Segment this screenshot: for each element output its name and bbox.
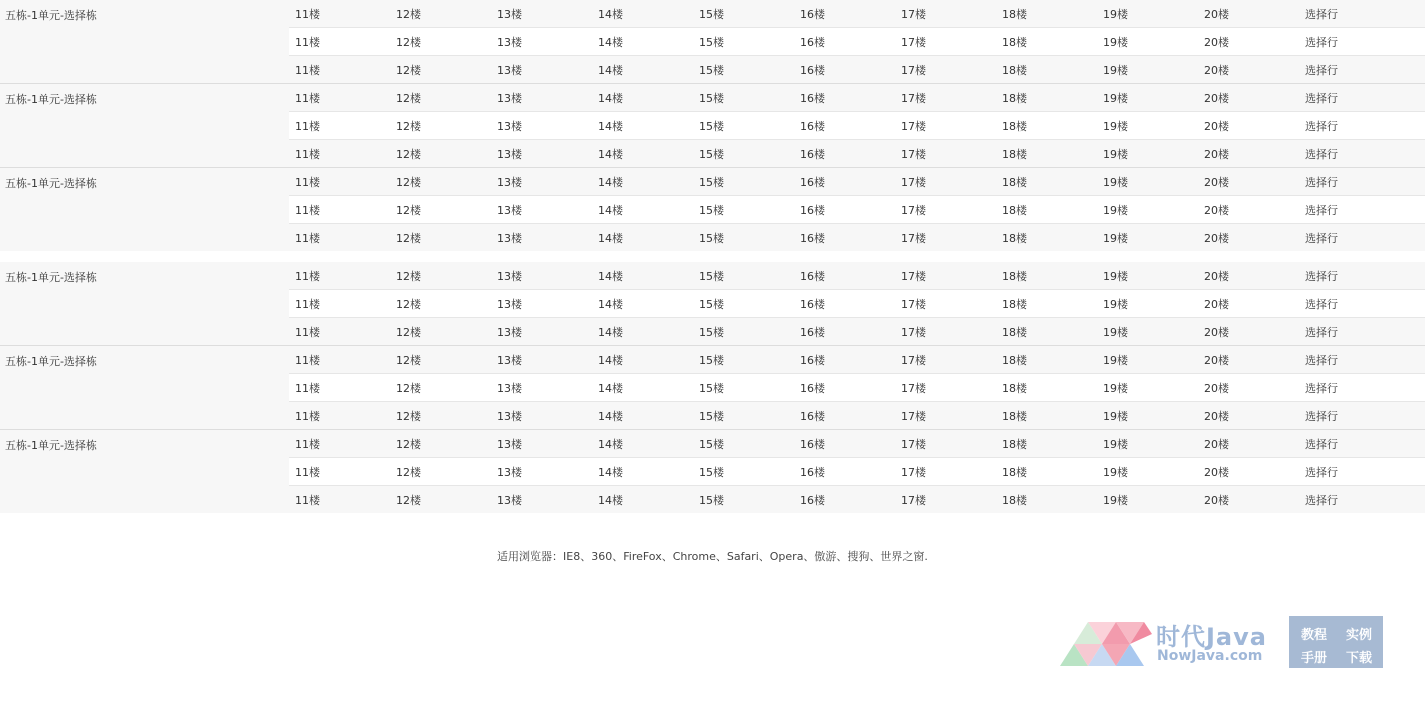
floor-cell[interactable]: 20楼 xyxy=(1198,458,1299,486)
floor-cell[interactable]: 12楼 xyxy=(390,318,491,346)
floor-cell[interactable]: 15楼 xyxy=(693,196,794,224)
floor-cell[interactable]: 18楼 xyxy=(996,0,1097,28)
floor-cell[interactable]: 12楼 xyxy=(390,486,491,514)
floor-cell[interactable]: 20楼 xyxy=(1198,84,1299,112)
floor-cell[interactable]: 18楼 xyxy=(996,262,1097,290)
floor-cell[interactable]: 11楼 xyxy=(289,346,390,374)
watermark-tag-box xyxy=(1289,616,1383,668)
floor-cell[interactable]: 15楼 xyxy=(693,224,794,252)
select-row-cell[interactable]: 选择行 xyxy=(1299,318,1425,346)
floor-cell[interactable]: 20楼 xyxy=(1198,430,1299,458)
floor-cell[interactable]: 11楼 xyxy=(289,374,390,402)
floor-cell[interactable]: 17楼 xyxy=(895,28,996,56)
floor-cell[interactable]: 11楼 xyxy=(289,56,390,84)
floor-cell[interactable]: 18楼 xyxy=(996,84,1097,112)
floor-cell[interactable]: 11楼 xyxy=(289,140,390,168)
floor-cell[interactable]: 14楼 xyxy=(592,262,693,290)
floor-cell[interactable]: 20楼 xyxy=(1198,318,1299,346)
floor-cell[interactable]: 19楼 xyxy=(1097,458,1198,486)
select-row-cell[interactable]: 选择行 xyxy=(1299,168,1425,196)
floor-cell[interactable]: 16楼 xyxy=(794,56,895,84)
floor-cell[interactable]: 20楼 xyxy=(1198,374,1299,402)
floor-cell[interactable]: 12楼 xyxy=(390,168,491,196)
select-row-cell[interactable]: 选择行 xyxy=(1299,374,1425,402)
floor-cell[interactable]: 13楼 xyxy=(491,402,592,430)
floor-cell[interactable]: 13楼 xyxy=(491,486,592,514)
floor-cell[interactable]: 16楼 xyxy=(794,140,895,168)
floor-cell[interactable]: 11楼 xyxy=(289,168,390,196)
floor-cell[interactable]: 17楼 xyxy=(895,402,996,430)
floor-cell[interactable]: 16楼 xyxy=(794,346,895,374)
floor-cell[interactable]: 18楼 xyxy=(996,486,1097,514)
floor-cell[interactable]: 13楼 xyxy=(491,56,592,84)
floor-cell[interactable]: 15楼 xyxy=(693,56,794,84)
select-row-cell[interactable]: 选择行 xyxy=(1299,346,1425,374)
floor-cell[interactable]: 14楼 xyxy=(592,318,693,346)
floor-cell[interactable]: 12楼 xyxy=(390,84,491,112)
floor-cell[interactable]: 12楼 xyxy=(390,374,491,402)
floor-cell[interactable]: 14楼 xyxy=(592,224,693,252)
floor-cell[interactable]: 15楼 xyxy=(693,28,794,56)
floor-cell[interactable]: 20楼 xyxy=(1198,262,1299,290)
select-row-cell[interactable]: 选择行 xyxy=(1299,486,1425,514)
floor-cell[interactable]: 15楼 xyxy=(693,112,794,140)
floor-cell[interactable]: 15楼 xyxy=(693,402,794,430)
floor-cell[interactable]: 12楼 xyxy=(390,28,491,56)
floor-cell[interactable]: 12楼 xyxy=(390,262,491,290)
floor-cell[interactable]: 11楼 xyxy=(289,0,390,28)
floor-cell[interactable]: 18楼 xyxy=(996,168,1097,196)
browser-compat-note: 适用浏览器：IE8、360、FireFox、Chrome、Safari、Opera、傲游、搜狗、世界之窗. xyxy=(497,550,928,563)
floor-cell[interactable]: 20楼 xyxy=(1198,346,1299,374)
floor-table-block-2 xyxy=(0,262,1425,513)
floor-cell[interactable]: 14楼 xyxy=(592,430,693,458)
floor-cell[interactable]: 12楼 xyxy=(390,402,491,430)
floor-cell[interactable]: 11楼 xyxy=(289,224,390,252)
select-row-cell[interactable]: 选择行 xyxy=(1299,140,1425,168)
floor-cell[interactable]: 15楼 xyxy=(693,84,794,112)
floor-cell[interactable]: 18楼 xyxy=(996,196,1097,224)
floor-cell[interactable]: 19楼 xyxy=(1097,112,1198,140)
select-row-cell[interactable]: 选择行 xyxy=(1299,402,1425,430)
select-row-cell[interactable]: 选择行 xyxy=(1299,84,1425,112)
floor-cell[interactable]: 13楼 xyxy=(491,374,592,402)
floor-cell[interactable]: 14楼 xyxy=(592,140,693,168)
floor-cell[interactable]: 16楼 xyxy=(794,84,895,112)
floor-cell[interactable]: 14楼 xyxy=(592,84,693,112)
watermark-tag: 手册 xyxy=(1301,651,1328,666)
floor-cell[interactable]: 20楼 xyxy=(1198,224,1299,252)
floor-cell[interactable]: 19楼 xyxy=(1097,402,1198,430)
floor-cell[interactable]: 11楼 xyxy=(289,290,390,318)
floor-cell[interactable]: 13楼 xyxy=(491,290,592,318)
floor-cell[interactable]: 14楼 xyxy=(592,486,693,514)
select-row-cell[interactable]: 选择行 xyxy=(1299,112,1425,140)
floor-cell[interactable]: 17楼 xyxy=(895,196,996,224)
floor-cell[interactable]: 19楼 xyxy=(1097,346,1198,374)
floor-cell[interactable]: 12楼 xyxy=(390,290,491,318)
watermark-url: NowJava.com xyxy=(1157,648,1263,664)
floor-cell[interactable]: 18楼 xyxy=(996,112,1097,140)
floor-cell[interactable]: 15楼 xyxy=(693,346,794,374)
table-row xyxy=(0,262,1425,290)
floor-cell[interactable]: 14楼 xyxy=(592,56,693,84)
table-row xyxy=(0,430,1425,458)
floor-cell[interactable]: 11楼 xyxy=(289,28,390,56)
floor-cell[interactable]: 18楼 xyxy=(996,28,1097,56)
floor-cell[interactable]: 18楼 xyxy=(996,346,1097,374)
floor-cell[interactable]: 20楼 xyxy=(1198,486,1299,514)
floor-cell[interactable]: 20楼 xyxy=(1198,140,1299,168)
floor-cell[interactable]: 12楼 xyxy=(390,112,491,140)
floor-cell[interactable]: 18楼 xyxy=(996,374,1097,402)
floor-cell[interactable]: 14楼 xyxy=(592,0,693,28)
table-row xyxy=(0,0,1425,28)
select-row-cell[interactable]: 选择行 xyxy=(1299,262,1425,290)
floor-cell[interactable]: 16楼 xyxy=(794,0,895,28)
floor-cell[interactable]: 19楼 xyxy=(1097,140,1198,168)
floor-cell[interactable]: 17楼 xyxy=(895,56,996,84)
floor-cell[interactable]: 18楼 xyxy=(996,290,1097,318)
floor-cell[interactable]: 13楼 xyxy=(491,430,592,458)
floor-cell[interactable]: 18楼 xyxy=(996,140,1097,168)
floor-cell[interactable]: 12楼 xyxy=(390,346,491,374)
floor-cell[interactable]: 19楼 xyxy=(1097,374,1198,402)
floor-cell[interactable]: 11楼 xyxy=(289,196,390,224)
watermark-tag: 实例 xyxy=(1346,628,1373,643)
floor-cell[interactable]: 14楼 xyxy=(592,346,693,374)
floor-cell[interactable]: 19楼 xyxy=(1097,56,1198,84)
floor-cell[interactable]: 14楼 xyxy=(592,374,693,402)
watermark-tag: 教程 xyxy=(1301,628,1328,643)
building-unit-label[interactable]: 五栋-1单元-选择栋 xyxy=(0,430,289,514)
floor-cell[interactable]: 14楼 xyxy=(592,458,693,486)
floor-cell[interactable]: 13楼 xyxy=(491,0,592,28)
building-unit-label[interactable]: 五栋-1单元-选择栋 xyxy=(0,84,289,168)
floor-cell[interactable]: 13楼 xyxy=(491,112,592,140)
table-row xyxy=(0,346,1425,374)
floor-table-block-1 xyxy=(0,0,1425,251)
select-row-cell[interactable]: 选择行 xyxy=(1299,28,1425,56)
floor-cell[interactable]: 15楼 xyxy=(693,262,794,290)
table-row xyxy=(0,84,1425,112)
floor-cell[interactable]: 19楼 xyxy=(1097,224,1198,252)
floor-cell[interactable]: 11楼 xyxy=(289,262,390,290)
floor-cell[interactable]: 19楼 xyxy=(1097,196,1198,224)
floor-cell[interactable]: 12楼 xyxy=(390,224,491,252)
floor-cell[interactable]: 17楼 xyxy=(895,168,996,196)
floor-cell[interactable]: 13楼 xyxy=(491,346,592,374)
floor-cell[interactable]: 18楼 xyxy=(996,402,1097,430)
floor-cell[interactable]: 13楼 xyxy=(491,318,592,346)
select-row-cell[interactable]: 选择行 xyxy=(1299,0,1425,28)
floor-cell[interactable]: 12楼 xyxy=(390,56,491,84)
floor-cell[interactable]: 18楼 xyxy=(996,458,1097,486)
floor-cell[interactable]: 11楼 xyxy=(289,318,390,346)
floor-cell[interactable]: 12楼 xyxy=(390,0,491,28)
floor-cell[interactable]: 14楼 xyxy=(592,168,693,196)
floor-cell[interactable]: 19楼 xyxy=(1097,84,1198,112)
select-row-cell[interactable]: 选择行 xyxy=(1299,430,1425,458)
select-row-cell[interactable]: 选择行 xyxy=(1299,196,1425,224)
floor-cell[interactable]: 13楼 xyxy=(491,168,592,196)
floor-cell[interactable]: 16楼 xyxy=(794,486,895,514)
building-unit-label[interactable]: 五栋-1单元-选择栋 xyxy=(0,262,289,346)
floor-cell[interactable]: 15楼 xyxy=(693,290,794,318)
floor-cell[interactable]: 15楼 xyxy=(693,168,794,196)
select-row-cell[interactable]: 选择行 xyxy=(1299,458,1425,486)
floor-cell[interactable]: 15楼 xyxy=(693,318,794,346)
floor-cell[interactable]: 16楼 xyxy=(794,112,895,140)
floor-cell[interactable]: 19楼 xyxy=(1097,486,1198,514)
floor-cell[interactable]: 11楼 xyxy=(289,112,390,140)
floor-cell[interactable]: 16楼 xyxy=(794,262,895,290)
floor-cell[interactable]: 12楼 xyxy=(390,458,491,486)
floor-cell[interactable]: 15楼 xyxy=(693,430,794,458)
nowjava-watermark xyxy=(1060,614,1385,670)
floor-cell[interactable]: 19楼 xyxy=(1097,290,1198,318)
watermark-title: 时代Java xyxy=(1156,623,1267,651)
floor-cell[interactable]: 16楼 xyxy=(794,168,895,196)
floor-cell[interactable]: 17楼 xyxy=(895,290,996,318)
floor-cell[interactable]: 15楼 xyxy=(693,458,794,486)
floor-cell[interactable]: 13楼 xyxy=(491,28,592,56)
floor-cell[interactable]: 17楼 xyxy=(895,140,996,168)
floor-cell[interactable]: 20楼 xyxy=(1198,28,1299,56)
floor-cell[interactable]: 20楼 xyxy=(1198,112,1299,140)
floor-cell[interactable]: 15楼 xyxy=(693,374,794,402)
floor-cell[interactable]: 13楼 xyxy=(491,84,592,112)
floor-cell[interactable]: 20楼 xyxy=(1198,0,1299,28)
floor-cell[interactable]: 19楼 xyxy=(1097,28,1198,56)
floor-cell[interactable]: 19楼 xyxy=(1097,262,1198,290)
floor-cell[interactable]: 16楼 xyxy=(794,402,895,430)
floor-cell[interactable]: 17楼 xyxy=(895,430,996,458)
floor-cell[interactable]: 11楼 xyxy=(289,84,390,112)
floor-cell[interactable]: 18楼 xyxy=(996,430,1097,458)
building-unit-label[interactable]: 五栋-1单元-选择栋 xyxy=(0,0,289,84)
floor-cell[interactable]: 13楼 xyxy=(491,458,592,486)
floor-cell[interactable]: 13楼 xyxy=(491,196,592,224)
floor-cell[interactable]: 19楼 xyxy=(1097,168,1198,196)
floor-cell[interactable]: 16楼 xyxy=(794,224,895,252)
floor-cell[interactable]: 17楼 xyxy=(895,262,996,290)
floor-cell[interactable]: 17楼 xyxy=(895,0,996,28)
floor-cell[interactable]: 20楼 xyxy=(1198,56,1299,84)
floor-cell[interactable]: 12楼 xyxy=(390,430,491,458)
floor-cell[interactable]: 18楼 xyxy=(996,56,1097,84)
floor-cell[interactable]: 17楼 xyxy=(895,486,996,514)
floor-cell[interactable]: 16楼 xyxy=(794,290,895,318)
floor-cell[interactable]: 17楼 xyxy=(895,458,996,486)
floor-cell[interactable]: 18楼 xyxy=(996,224,1097,252)
select-row-cell[interactable]: 选择行 xyxy=(1299,56,1425,84)
floor-cell[interactable]: 15楼 xyxy=(693,0,794,28)
floor-cell[interactable]: 15楼 xyxy=(693,140,794,168)
floor-cell[interactable]: 14楼 xyxy=(592,402,693,430)
floor-cell[interactable]: 17楼 xyxy=(895,84,996,112)
building-unit-label[interactable]: 五栋-1单元-选择栋 xyxy=(0,346,289,430)
floor-cell[interactable]: 14楼 xyxy=(592,28,693,56)
floor-cell[interactable]: 20楼 xyxy=(1198,168,1299,196)
table-row xyxy=(0,168,1425,196)
floor-cell[interactable]: 19楼 xyxy=(1097,430,1198,458)
floor-cell[interactable]: 13楼 xyxy=(491,224,592,252)
floor-cell[interactable]: 12楼 xyxy=(390,140,491,168)
floor-cell[interactable]: 17楼 xyxy=(895,374,996,402)
floor-cell[interactable]: 17楼 xyxy=(895,224,996,252)
floor-cell[interactable]: 16楼 xyxy=(794,430,895,458)
floor-cell[interactable]: 16楼 xyxy=(794,318,895,346)
floor-cell[interactable]: 14楼 xyxy=(592,196,693,224)
floor-cell[interactable]: 14楼 xyxy=(592,290,693,318)
floor-cell[interactable]: 12楼 xyxy=(390,196,491,224)
floor-cell[interactable]: 19楼 xyxy=(1097,0,1198,28)
floor-cell[interactable]: 15楼 xyxy=(693,486,794,514)
floor-cell[interactable]: 16楼 xyxy=(794,458,895,486)
floor-cell[interactable]: 20楼 xyxy=(1198,290,1299,318)
floor-cell[interactable]: 17楼 xyxy=(895,112,996,140)
floor-cell[interactable]: 19楼 xyxy=(1097,318,1198,346)
floor-cell[interactable]: 13楼 xyxy=(491,262,592,290)
floor-cell[interactable]: 16楼 xyxy=(794,28,895,56)
floor-cell[interactable]: 11楼 xyxy=(289,402,390,430)
floor-cell[interactable]: 20楼 xyxy=(1198,402,1299,430)
floor-cell[interactable]: 16楼 xyxy=(794,196,895,224)
watermark-tag: 下载 xyxy=(1346,651,1373,666)
building-unit-label[interactable]: 五栋-1单元-选择栋 xyxy=(0,168,289,252)
floor-cell[interactable]: 17楼 xyxy=(895,318,996,346)
triangle-logo-icon xyxy=(1060,618,1152,668)
floor-cell[interactable]: 18楼 xyxy=(996,318,1097,346)
floor-cell[interactable]: 17楼 xyxy=(895,346,996,374)
floor-cell[interactable]: 11楼 xyxy=(289,430,390,458)
floor-cell[interactable]: 11楼 xyxy=(289,486,390,514)
floor-cell[interactable]: 14楼 xyxy=(592,112,693,140)
select-row-cell[interactable]: 选择行 xyxy=(1299,224,1425,252)
floor-cell[interactable]: 11楼 xyxy=(289,458,390,486)
floor-cell[interactable]: 20楼 xyxy=(1198,196,1299,224)
select-row-cell[interactable]: 选择行 xyxy=(1299,290,1425,318)
floor-cell[interactable]: 13楼 xyxy=(491,140,592,168)
floor-cell[interactable]: 16楼 xyxy=(794,374,895,402)
